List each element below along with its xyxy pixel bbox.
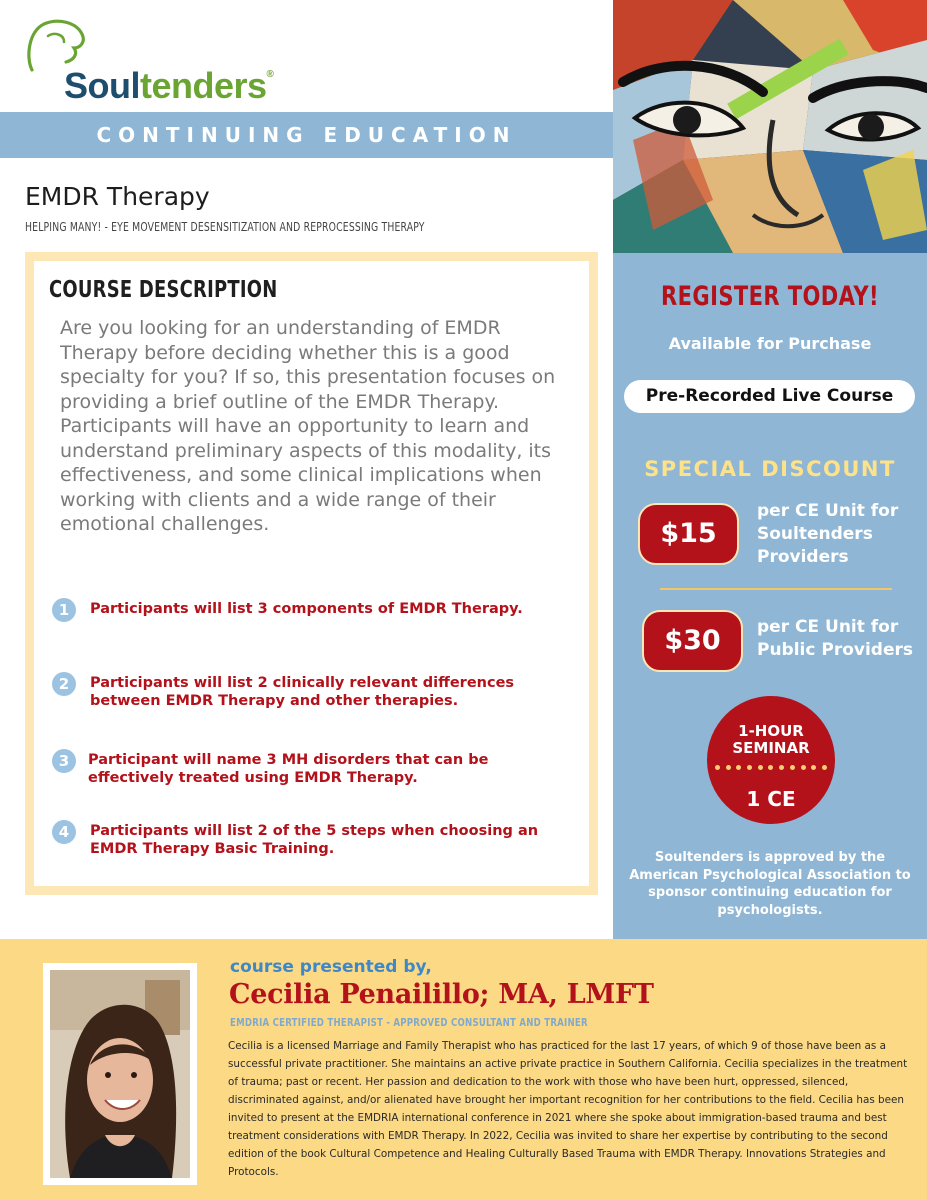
painted-face-image [613, 0, 927, 253]
abstract-face-artwork [613, 0, 927, 253]
course-format-pill: Pre-Recorded Live Course [624, 380, 915, 413]
course-description-box [25, 252, 598, 895]
price-badge-public: $30 [642, 610, 743, 672]
logo-word-tenders: tenders [140, 65, 267, 106]
seal-dot-divider [715, 765, 827, 770]
soultenders-logo [24, 18, 344, 106]
presenter-photo [43, 963, 197, 1185]
objective-text: Participant will name 3 MH disorders that can be effectively treated using EMDR Therapy. [88, 752, 489, 786]
objective-number-badge: 1 [52, 598, 76, 622]
availability-text: Available for Purchase [668, 334, 872, 353]
registered-mark: ® [266, 69, 274, 80]
presenter-name: Cecilia Penailillo; MA, LMFT [229, 979, 654, 1010]
seal-ce-text: 1 CE [746, 787, 796, 811]
seminar-seal [707, 696, 835, 824]
continuing-education-banner [0, 112, 613, 158]
special-discount-heading: SPECIAL DISCOUNT [644, 457, 896, 481]
presented-by-label: course presented by, [230, 957, 432, 977]
discount-divider [660, 588, 892, 590]
register-today-heading: REGISTER TODAY! [661, 281, 879, 312]
price-badge-soultenders: $15 [638, 503, 739, 565]
presenter-credentials: EMDRIA CERTIFIED THERAPIST - APPROVED CONSULTANT AND TRAINER [230, 1016, 588, 1029]
presenter-section [0, 939, 927, 1200]
registration-sidebar [613, 253, 927, 939]
presenter-bio: Cecilia is a licensed Marriage and Family Therapist who has practiced for the last 17 years, of which 9 of those have been as a successful private practitioner. She maintains an active private practice in Southern California. Cecilia specializes in the treatment of trauma; past or recent. Her passion and dedication to the work with those who have been hurt, oppressed, silenced, discriminated against, and/or alienated have brought her important recognition for her contributions to the field. Cecilia has been invited to present at the EMDRIA international conference in 2021 where she spoke about immigration-based trauma and best treatment considerations with EMDR Therapy. In 2022, Cecilia was invited to share her expertise by contributing to the second edition of the book Cultural Competence and Healing Culturally Based Trauma with EMDR Therapy. Innovations Strategies and Protocols. [228, 1040, 908, 1178]
logo-word-soul: Soul [64, 65, 140, 106]
apa-approval-statement: Soultenders is approved by the American Psychological Association to sponsor continuing education for psychologists. [629, 850, 911, 918]
course-description-body: Are you looking for an understanding of EMDR Therapy before deciding whether this is a good specialty for you? If so, this presentation focuses on providing a brief outline of the EMDR Therapy. Participants will have an opportunity to learn and understand preliminary aspects of this modality, its effectiveness, and some clinical implications when working with clients and a wide range of their emotional challenges. [60, 317, 556, 535]
banner-label: CONTINUING EDUCATION [96, 123, 517, 147]
objective-text: Participants will list 3 components of EMDR Therapy. [90, 601, 523, 617]
presenter-portrait-image [50, 970, 190, 1178]
course-subtitle: HELPING MANY! - EYE MOVEMENT DESENSITIZATION AND REPROCESSING THERAPY [25, 220, 425, 234]
price-label-soultenders: per CE Unit for Soultenders Providers [757, 501, 899, 567]
objective-text: Participants will list 2 of the 5 steps when choosing an EMDR Therapy Basic Training. [90, 823, 539, 857]
objective-text: Participants will list 2 clinically relevant differences between EMDR Therapy and other therapies. [90, 675, 515, 709]
objective-number-badge: 4 [52, 820, 76, 844]
course-description-heading: COURSE DESCRIPTION [49, 277, 278, 303]
logo-wordmark [64, 65, 274, 106]
objective-number-badge: 3 [52, 749, 76, 773]
seal-seminar-text: 1-HOUR SEMINAR [732, 722, 810, 757]
course-title: EMDR Therapy [25, 182, 210, 211]
price-label-public: per CE Unit for Public Providers [757, 617, 914, 660]
objective-number-badge: 2 [52, 672, 76, 696]
